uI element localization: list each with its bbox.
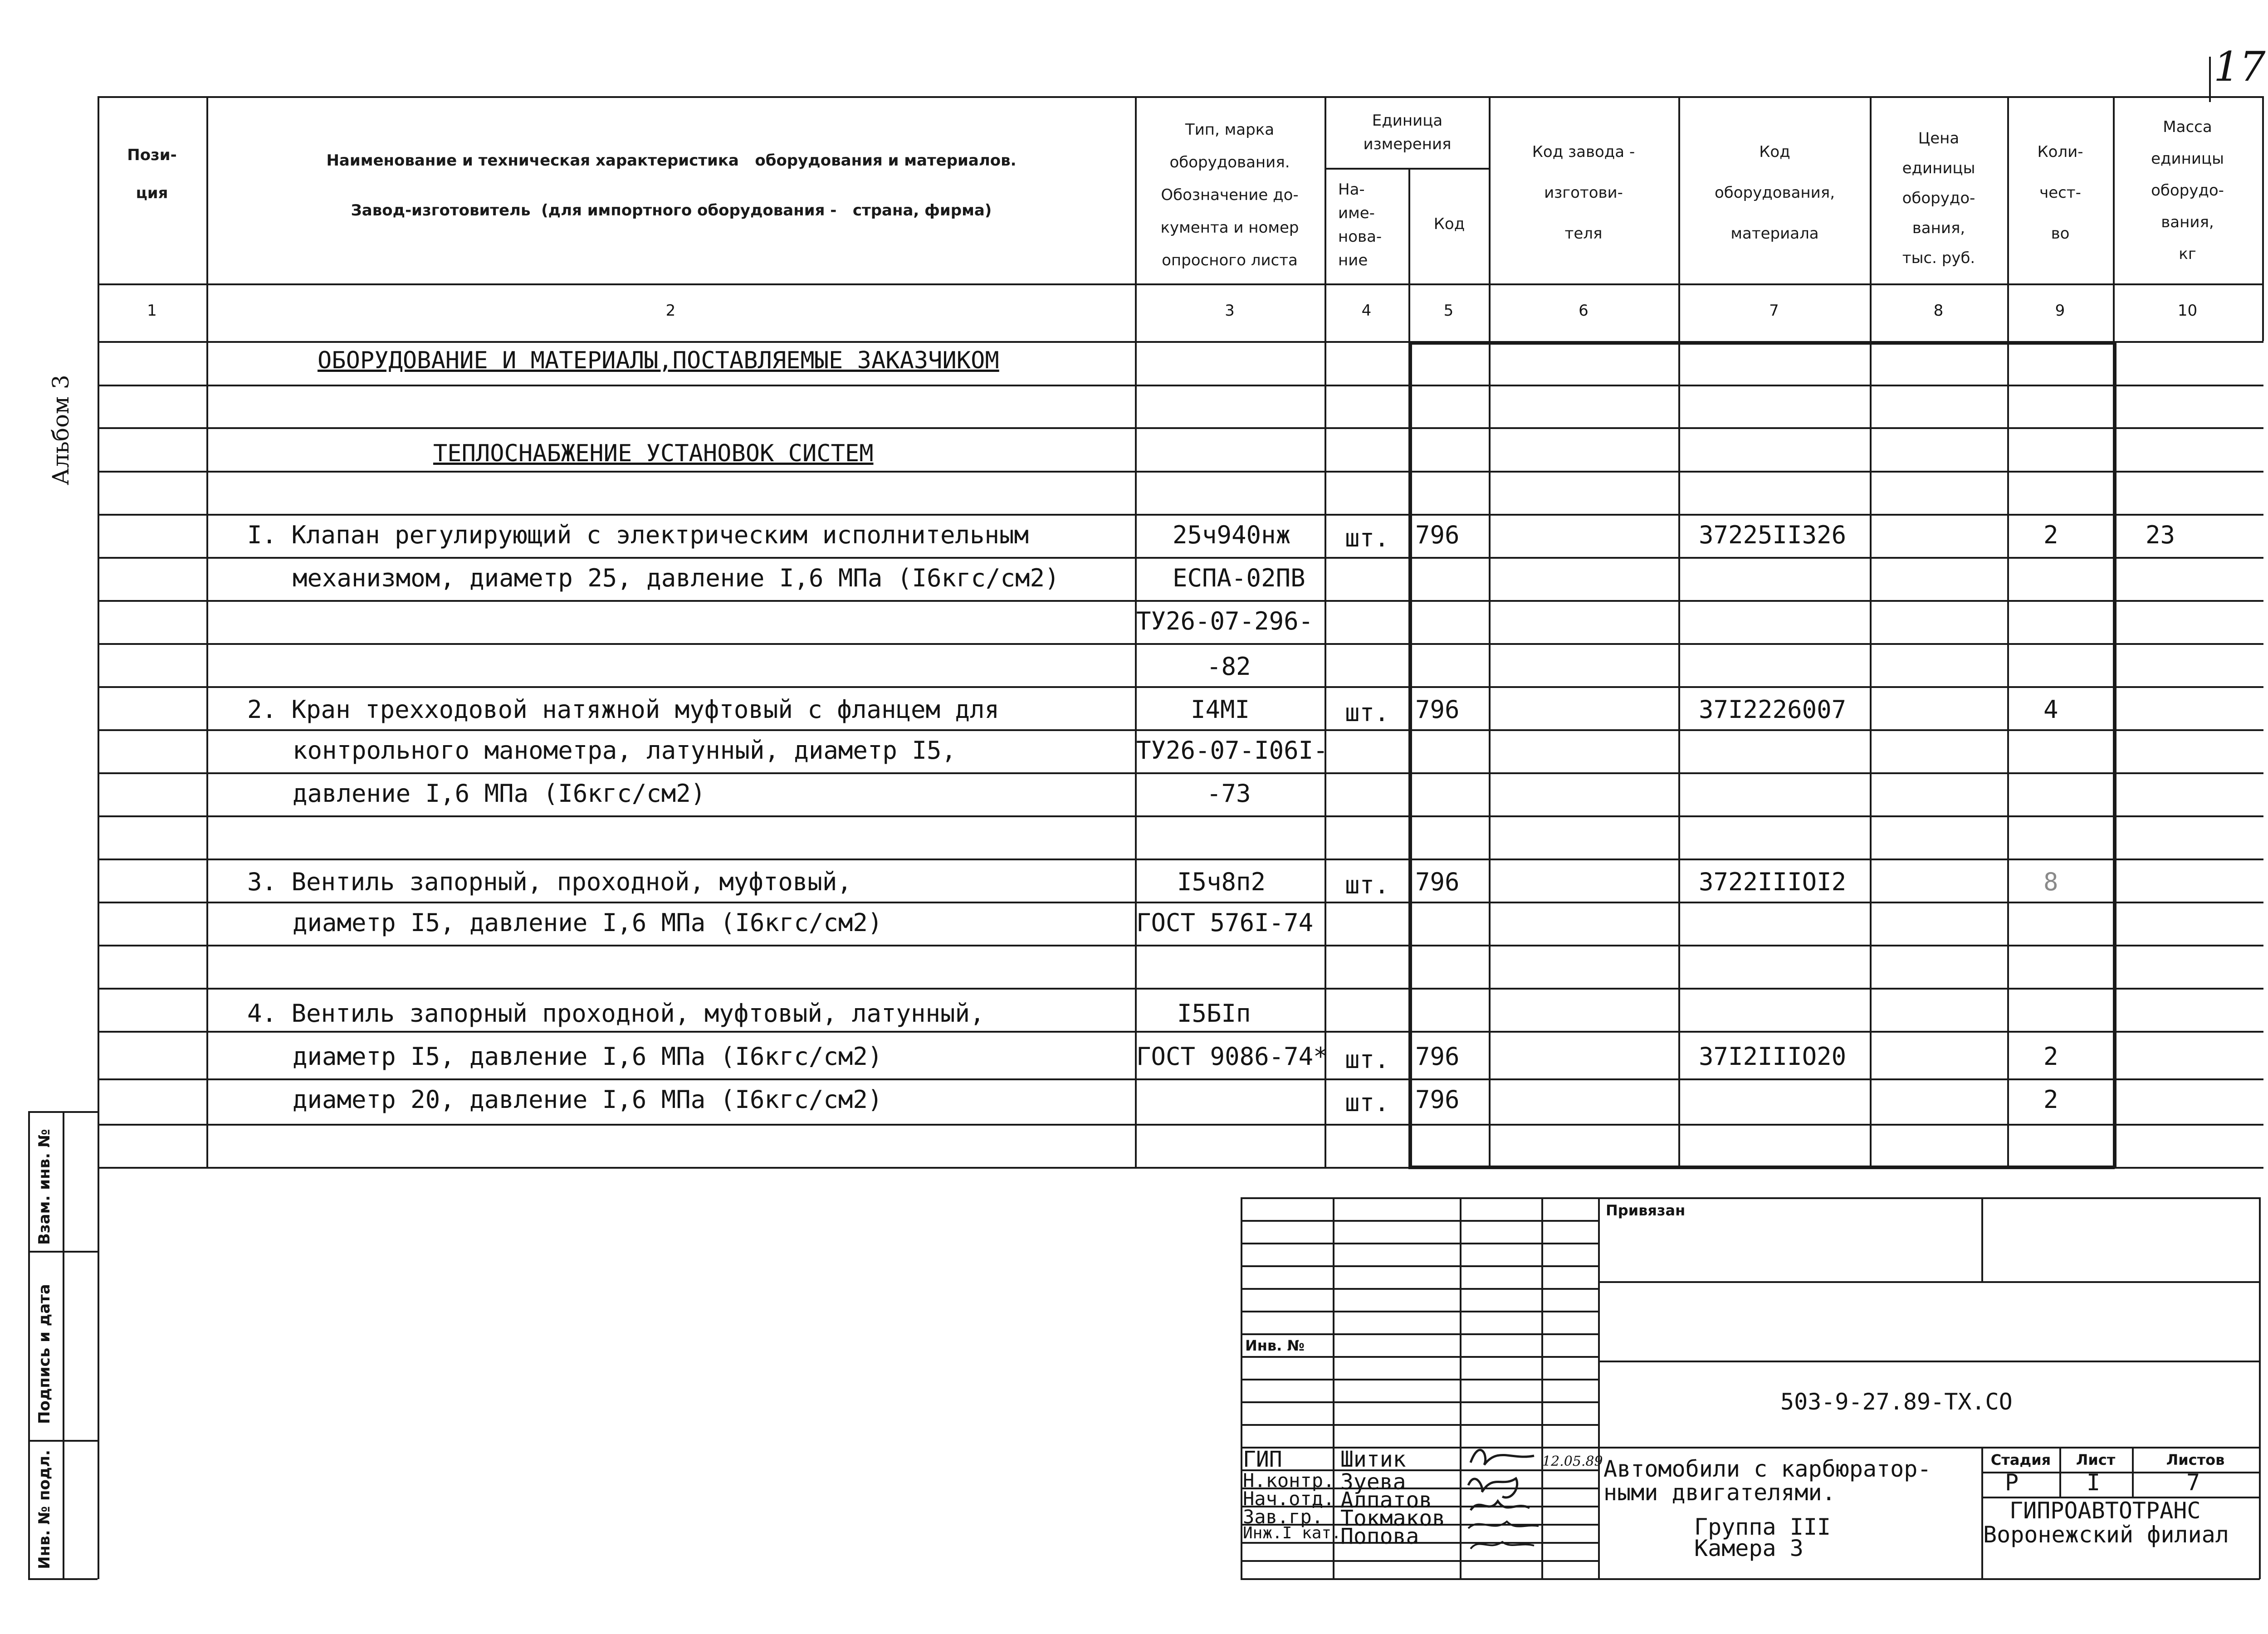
privyazan-label: Привязан — [1606, 1202, 1686, 1219]
description-line-1: Автомобили с карбюратор- — [1603, 1456, 1931, 1482]
row-14-name: диаметр 20, давление I,6 МПа (I6кгс/см2) — [293, 1085, 883, 1114]
header-unit-group: Единица измерения — [1363, 112, 1452, 153]
row-7-type: -73 — [1207, 779, 1251, 808]
header-type: Тип, марка оборудования. Обозначение до- кумента и номер опросного листа — [1160, 121, 1299, 269]
row-7-name: давление I,6 МПа (I6кгс/см2) — [293, 779, 706, 808]
row-4-type: -82 — [1207, 652, 1251, 681]
row-1-mass: 23 — [2146, 521, 2175, 549]
row-6-name: контрольного манометра, латунный, диаметр I5, — [293, 736, 956, 765]
header-position: Пози- ция — [127, 146, 177, 202]
stamp-inv-podl: Инв. № подл. — [35, 1449, 54, 1569]
row-14-unit: шт. — [1345, 1088, 1389, 1117]
row-13-code: 796 — [1415, 1042, 1460, 1071]
row-5-qty: 4 — [2043, 695, 2058, 724]
organization-line-1: ГИПРОАВТОТРАНС — [2009, 1497, 2201, 1524]
row-1-type: 25ч940нж — [1173, 521, 1291, 549]
header-factory-code: Код завода - изготови- теля — [1532, 143, 1635, 243]
header-mass: Масса единицы оборудо- вания, кг — [2151, 118, 2224, 263]
subsection-title: ТЕПЛОСНАБЖЕНИЕ УСТАНОВОК СИСТЕМ — [433, 440, 874, 467]
row-13-equip-code: 37I2IIIO20 — [1699, 1042, 1847, 1071]
row-2-type: ЕСПА-02ПВ — [1173, 564, 1305, 592]
row-9-unit: шт. — [1345, 871, 1389, 899]
role-5: Инж.I кат. — [1243, 1524, 1341, 1542]
header-name-line2: Завод-изготовитель (для импортного оборудования - страна, фирма) — [351, 201, 992, 219]
section-title: ОБОРУДОВАНИЕ И МАТЕРИАЛЫ,ПОСТАВЛЯЕМЫЕ ЗАКАЗЧИКОМ — [318, 347, 999, 374]
stage-label: Стадия — [1990, 1451, 2051, 1468]
colnum-8: 8 — [1933, 302, 1944, 320]
role-2-name: Зуева — [1340, 1469, 1406, 1495]
row-1-name: I. Клапан регулирующий с электрическим исполнительным — [247, 521, 1029, 549]
document-code: 503-9-27.89-ТХ.СО — [1780, 1389, 2013, 1415]
row-13-type: ГОСТ 9086-74* — [1136, 1042, 1328, 1071]
row-1-equip-code: 37225IIЗ26 — [1699, 521, 1847, 549]
row-5-unit: шт. — [1345, 698, 1389, 727]
sheets-label: Листов — [2166, 1451, 2225, 1468]
row-13-name: диаметр I5, давление I,6 МПа (I6кгс/см2) — [293, 1042, 883, 1071]
row-6-type: ТУ26-07-I06I- — [1136, 736, 1328, 765]
colnum-7: 7 — [1769, 302, 1779, 320]
row-1-code: 796 — [1415, 521, 1460, 549]
role-3: Нач.отд. — [1243, 1488, 1335, 1510]
album-label: Альбом 3 — [48, 375, 74, 485]
sheet-value: I — [2087, 1469, 2101, 1496]
row-13-unit: шт. — [1345, 1045, 1389, 1074]
header-unit-name: На- име- нова- ние — [1338, 180, 1382, 269]
role-5-name: Попова — [1340, 1524, 1419, 1549]
row-2-name: механизмом, диаметр 25, давление I,6 МПа (I6кгс/см2) — [293, 564, 1060, 592]
role-4-name: Токмаков — [1340, 1506, 1446, 1531]
row-14-qty: 2 — [2043, 1085, 2058, 1114]
colnum-9: 9 — [2055, 302, 2065, 320]
signatures — [1461, 1429, 1541, 1578]
row-5-equip-code: 37I2226007 — [1699, 695, 1847, 724]
row-9-equip-code: 3722IIIOI2 — [1699, 868, 1847, 896]
row-3-type: ТУ26-07-296- — [1136, 607, 1314, 635]
organization-line-2: Воронежский филиал — [1983, 1522, 2229, 1548]
colnum-1: 1 — [147, 302, 157, 320]
role-1-name: Шитик — [1340, 1447, 1406, 1472]
header-quantity: Коли- чест- во — [2037, 143, 2083, 243]
row-1-unit: шт. — [1345, 524, 1389, 552]
stamp-podpis-data: Подпись и дата — [35, 1284, 54, 1424]
stage-value: Р — [2005, 1469, 2019, 1496]
header-name-line1: Наименование и техническая характеристика оборудования и материалов. — [326, 151, 1017, 170]
colnum-4: 4 — [1361, 302, 1372, 320]
signature-date: 12.05.89 — [1542, 1454, 1603, 1469]
row-9-code: 796 — [1415, 868, 1460, 896]
row-5-name: 2. Кран трехходовой натяжной муфтовый с фланцем для — [247, 695, 1000, 724]
role-1: ГИП — [1243, 1447, 1282, 1472]
colnum-2: 2 — [665, 302, 676, 320]
row-10-name: диаметр I5, давление I,6 МПа (I6кгс/см2) — [293, 908, 883, 937]
role-3-name: Алпатов — [1340, 1488, 1432, 1513]
description-line-4: Камера 3 — [1694, 1535, 1804, 1561]
row-1-qty: 2 — [2043, 521, 2058, 549]
colnum-3: 3 — [1225, 302, 1235, 320]
row-12-type: I5БIп — [1177, 999, 1251, 1028]
stamp-vzam-inv: Взам. инв. № — [35, 1129, 54, 1245]
row-13-qty: 2 — [2043, 1042, 2058, 1071]
description-line-3: Группа III — [1694, 1514, 1831, 1540]
row-5-code: 796 — [1415, 695, 1460, 724]
row-9-name: 3. Вентиль запорный, проходной, муфтовый, — [247, 868, 852, 896]
role-4: Зав.гр. — [1243, 1506, 1324, 1528]
row-5-type: I4МI — [1191, 695, 1250, 724]
page-number: 17 — [2214, 43, 2266, 91]
header-price: Цена единицы оборудо- вания, тыс. руб. — [1902, 129, 1975, 267]
row-14-code: 796 — [1415, 1085, 1460, 1114]
row-9-type: I5ч8п2 — [1177, 868, 1266, 896]
row-12-name: 4. Вентиль запорный проходной, муфтовый, латунный, — [247, 999, 985, 1028]
row-9-qty: 8 — [2043, 868, 2058, 896]
colnum-10: 10 — [2177, 302, 2198, 320]
row-10-type: ГОСТ 576I-74 — [1136, 908, 1314, 937]
description-line-2: ными двигателями. — [1603, 1479, 1836, 1506]
colnum-6: 6 — [1579, 302, 1589, 320]
colnum-5: 5 — [1443, 302, 1454, 320]
header-equipment-code: Код оборудования, материала — [1714, 143, 1835, 243]
role-2: Н.контр. — [1243, 1469, 1335, 1492]
inv-no-label: Инв. № — [1245, 1337, 1305, 1354]
sheets-value: 7 — [2186, 1469, 2200, 1496]
sheet-label: Лист — [2076, 1451, 2116, 1468]
header-unit-code: Код — [1433, 215, 1465, 233]
page-number-mark — [2209, 57, 2211, 102]
